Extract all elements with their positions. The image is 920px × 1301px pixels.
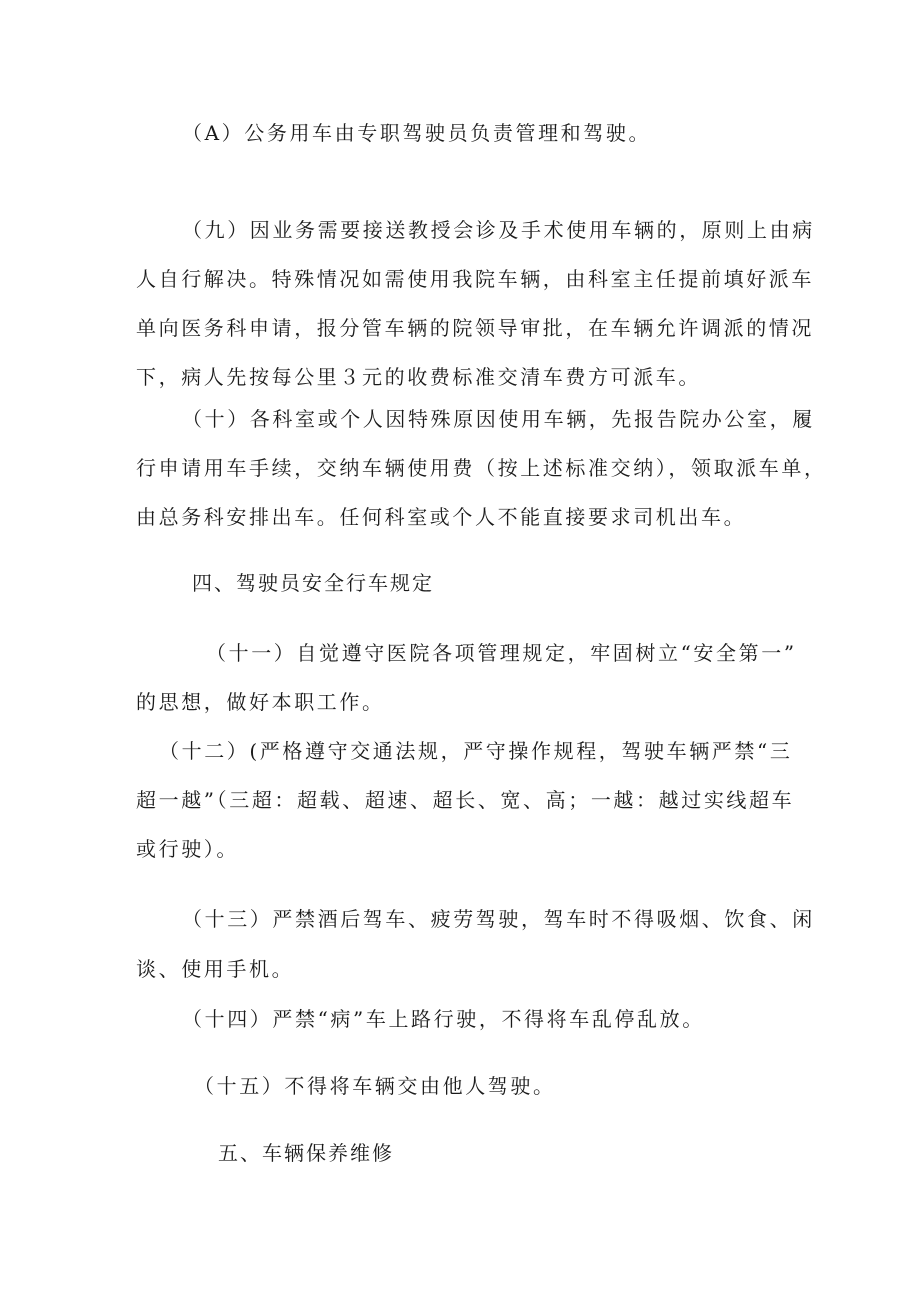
clause-12-line-2: 超一越”（三超：超载、超速、超长、宽、高；一越：越过实线超车 (136, 788, 795, 812)
clause-a-line-1: （A）公务用车由专职驾驶员负责管理和驾驶。 (182, 121, 652, 145)
clause-9-line-3: 单向医务科申请，报分管车辆的院领导审批，在车辆允许调派的情况 (136, 316, 814, 340)
section-4-heading: 四、驾驶员安全行车规定 (192, 571, 434, 595)
clause-10-line-3: 由总务科安排出车。任何科室或个人不能直接要求司机出车。 (136, 505, 747, 529)
clause-13-line-2: 谈、使用手机。 (136, 957, 295, 981)
clause-10-line-1: （十）各科室或个人因特殊原因使用车辆，先报告院办公室，履 (182, 407, 815, 431)
clause-12-line-1: （十二）(严格遵守交通法规，严守操作规程，驾驶车辆严禁“三 (159, 739, 793, 763)
clause-11-line-1: （十一）自觉遵守医院各项管理规定，牢固树立“安全第一” (206, 641, 797, 665)
clause-13-line-1: （十三）严禁酒后驾车、疲劳驾驶，驾车时不得吸烟、饮食、闲 (182, 907, 815, 931)
clause-10-line-2: 行申请用车手续，交纳车辆使用费（按上述标准交纳），领取派车单， (136, 456, 827, 480)
section-5-heading: 五、车辆保养维修 (218, 1141, 394, 1165)
clause-15-line-1: （十五）不得将车辆交由他人驾驶。 (194, 1074, 556, 1098)
clause-9-line-4: 下，病人先按每公里３元的收费标准交清车费方可派车。 (136, 365, 701, 389)
clause-14-line-1: （十四）严禁“病”车上路行驶，不得将车乱停乱放。 (182, 1007, 705, 1031)
clause-11-line-2: 的思想，做好本职工作。 (136, 690, 385, 714)
clause-9-line-2: 人自行解决。特殊情况如需使用我院车辆，由科室主任提前填好派车 (136, 267, 814, 291)
clause-12-line-3: 或行驶）。 (136, 837, 239, 861)
clause-9-line-1: （九）因业务需要接送教授会诊及手术使用车辆的，原则上由病 (182, 218, 815, 242)
